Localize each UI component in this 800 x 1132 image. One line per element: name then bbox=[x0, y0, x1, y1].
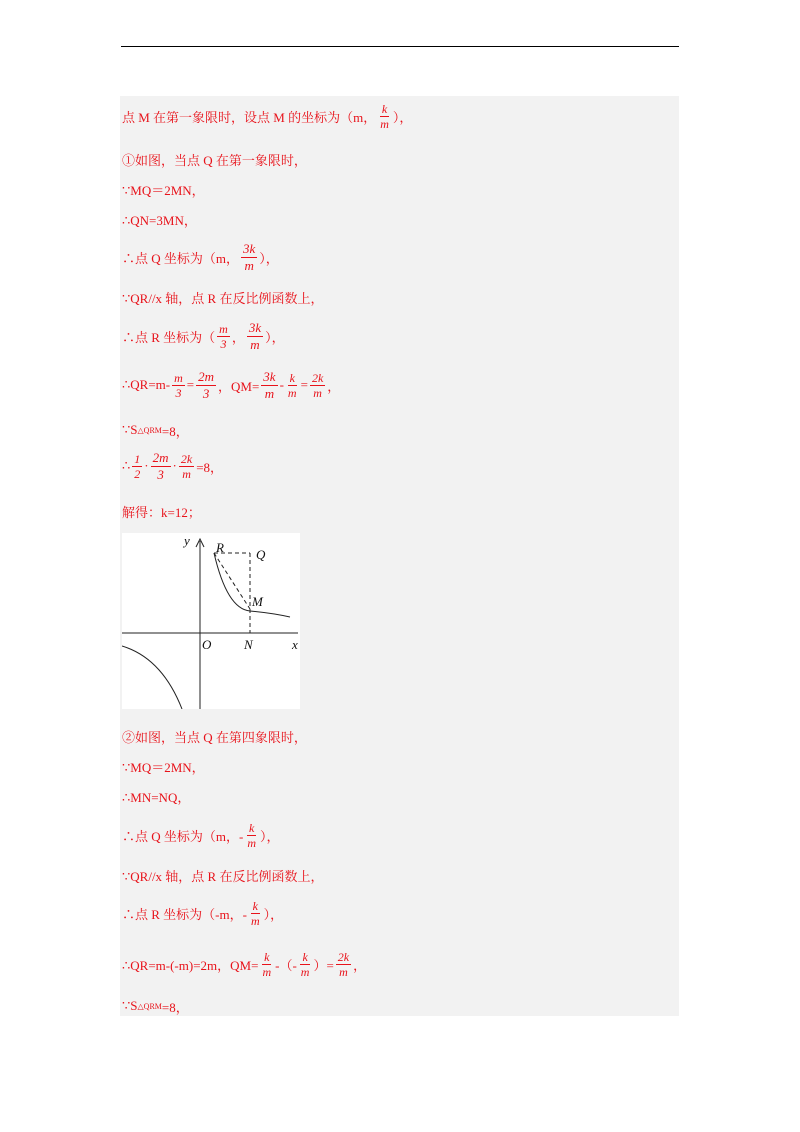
line-16: ∵QR//x 轴，点 R 在反比例函数上， bbox=[122, 868, 324, 884]
fraction: $\frac{k}{m}$ bbox=[250, 898, 260, 928]
fraction: $\frac{2m}{3}$ bbox=[152, 449, 169, 482]
label-x: x bbox=[292, 637, 298, 652]
fraction: $\frac{3k}{m}$ bbox=[243, 240, 256, 273]
fraction: $\frac{k}{m}$ bbox=[300, 949, 310, 979]
fraction: $\frac{m}{3}$ bbox=[174, 370, 183, 400]
fraction: $\frac{2k}{m}$ bbox=[311, 370, 324, 400]
fraction: $\frac{3k}{m}$ bbox=[248, 319, 262, 352]
line-13: ∵MQ＝2MN， bbox=[122, 759, 205, 775]
label-R: R bbox=[216, 540, 224, 555]
fraction: $\frac{2k}{m}$ bbox=[180, 451, 193, 481]
line-9: ∵S △QRM =8， bbox=[122, 422, 189, 439]
line-11: 解得：k=12； bbox=[122, 504, 201, 520]
label-N: N bbox=[244, 637, 253, 652]
header-rule bbox=[121, 46, 679, 47]
line-3: ∵MQ＝2MN， bbox=[122, 182, 205, 198]
line-14: ∴MN=NQ， bbox=[122, 789, 191, 805]
coordinate-graph bbox=[122, 533, 300, 709]
line-17: ∴点 R 坐标为（-m，- $\frac{k}{m}$ ）， bbox=[122, 898, 284, 928]
fraction: $\frac{2k}{m}$ bbox=[337, 949, 350, 979]
label-y: y bbox=[184, 533, 190, 548]
line-4: ∴QN=3MN， bbox=[122, 212, 197, 228]
fraction: $\frac{k}{m}$ bbox=[287, 370, 297, 400]
line-18: ∴QR=m-(-m)=2m，QM= $\frac{k}{m}$ -（- $\frac{k}{m}$ ）= $\frac{2k}{m}$ ， bbox=[122, 949, 367, 979]
line-12: ②如图，当点 Q 在第四象限时， bbox=[122, 729, 307, 745]
line-8: ∴QR=m- $\frac{m}{3}$ = $\frac{2m}{3}$ ，QM= $\frac{3k}{m}$ - $\frac{k}{m}$ = $\frac{2k}{m}$ ， bbox=[122, 368, 341, 401]
fraction: $\frac{k}{m}$ bbox=[247, 820, 257, 850]
hyperbola-branch-3 bbox=[122, 646, 182, 709]
fraction: $\frac{1}{2}$ bbox=[134, 451, 141, 481]
label-Q: Q bbox=[256, 547, 266, 562]
fraction: $\frac{3k}{m}$ bbox=[263, 368, 276, 401]
line-10: ∴ $\frac{1}{2}$ · $\frac{2m}{3}$ · $\frac{2k}{m}$ =8， bbox=[122, 449, 224, 482]
line-5: ∴点 Q 坐标为（m， $\frac{3k}{m}$ ）， bbox=[122, 240, 279, 273]
line-1: 点 M 在第一象限时，设点 M 的坐标为（m， $\frac{k}{m}$ ）， bbox=[122, 101, 413, 131]
fraction: $\frac{2m}{3}$ bbox=[198, 368, 215, 401]
line-15: ∴点 Q 坐标为（m，- $\frac{k}{m}$ ）， bbox=[122, 820, 280, 850]
label-O: O bbox=[202, 637, 212, 652]
line-7: ∴点 R 坐标为（ $\frac{m}{3}$ ， $\frac{3k}{m}$ ）， bbox=[122, 319, 285, 352]
line-19: ∵S △QRM =8， bbox=[122, 998, 189, 1015]
line-6: ∵QR//x 轴，点 R 在反比例函数上， bbox=[122, 290, 324, 306]
label-M: M bbox=[252, 594, 263, 609]
fraction: $\frac{k}{m}$ bbox=[380, 101, 389, 131]
fraction: $\frac{k}{m}$ bbox=[262, 949, 272, 979]
fraction: $\frac{m}{3}$ bbox=[219, 321, 228, 351]
line-2: ①如图，当点 Q 在第一象限时， bbox=[122, 152, 307, 168]
